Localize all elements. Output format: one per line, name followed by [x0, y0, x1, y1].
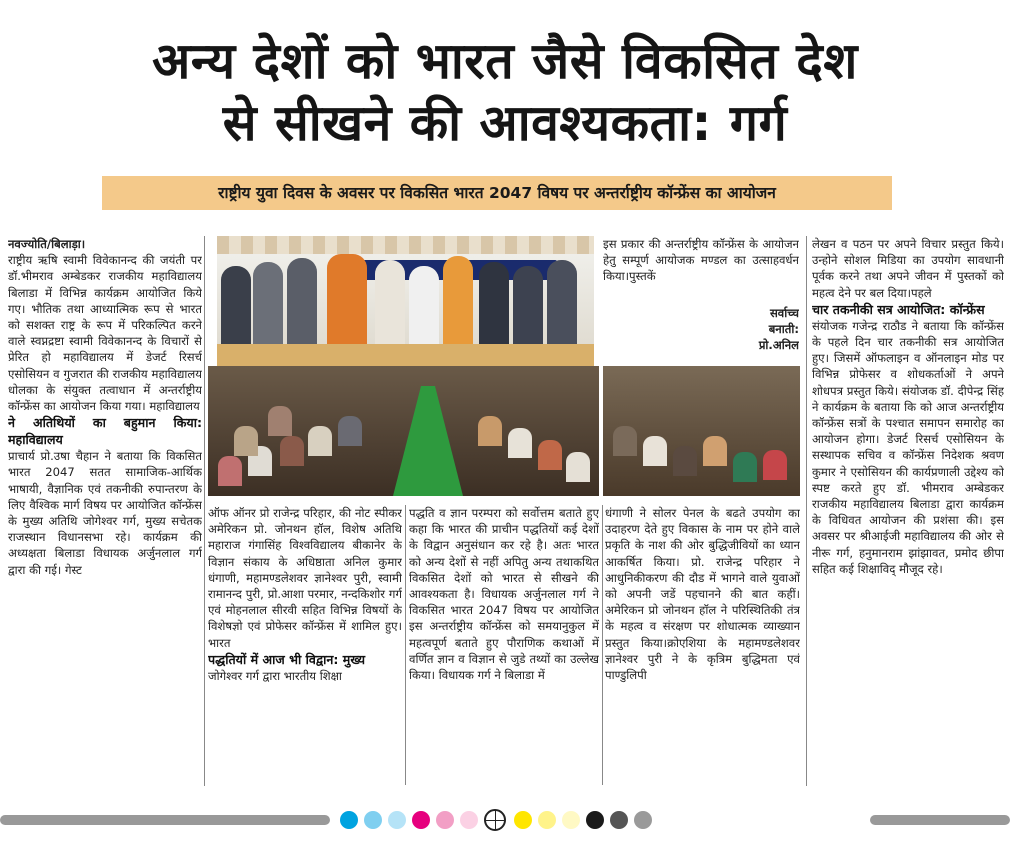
subheadline-banner: राष्ट्रीय युवा दिवस के अवसर पर विकसित भारत 2047 विषय पर अन्तर्राष्ट्रीय कॉन्फ्रेंस का आयोजन [102, 176, 892, 210]
article-column-4 [605, 505, 800, 785]
color-swatch [340, 811, 358, 829]
col5-paragraph: इस प्रकार की अन्तर्राष्ट्रीय कॉन्फ्रेंस के आयोजन हेतु सम्पूर्ण आयोजक मण्डल का उत्साहवर्धन किया।पुस्तकें [603, 237, 799, 284]
article-column-6 [812, 236, 1004, 786]
col3-paragraph: पद्धति व ज्ञान परम्परा को सर्वोत्तम बताते हुए कहा कि भारत की प्राचीन पद्धतियों कई देशों के विद्वान अनुसंधान कर रहे है। अतः भारत को अन्य देशों से नहीं अपितु अन्य तथाकथित विकसित देशों को भारत से सीखने की आवश्यकता है। विधायक अर्जुनलाल गर्ग ने विकसित भारत 2047 विषय पर आयोजित इस अन्तर्राष्ट्रीय कॉन्फ्रेंस को समयानुकुल में महत्वपूर्ण बताते हुए पौराणिक कथाओं में वर्णित ज्ञान व विज्ञान से जुडे तथ्यों का उल्लेख किया। विधायक गर्ग ने बिलाडा में [409, 506, 599, 683]
audience-photo [208, 366, 599, 496]
article-column-3 [409, 505, 599, 785]
col2-paragraph-1: ऑफ ऑनर प्रो राजेन्द्र परिहार, की नोट स्पीकर अमेरिकन प्रो. जोनथन हॉल, विशेष अतिथि महाराज गंगासिंह विश्वविद्यालय बीकानेर के विज्ञान संकाय के अधिष्ठाता अनिल कुमार धंगाणी, महामण्डलेशवर ज्ञानेश्वर पुरी, स्वामी रामानन्द पुरी, प्रो.आशा परमार, नन्दकिशोर गर्ग एवं मोहनलाल सीरवी सहित विभिन्न विषयों के विशेषज्ञो एवं प्रोफेसर कॉन्फ्रेंस में शामिल हुए।भारत [208, 506, 402, 650]
article-column-1 [8, 236, 202, 786]
article-column-2 [208, 505, 402, 785]
col5-line-1: सर्वाच्च [769, 305, 799, 320]
col1-subheading: ने अतिथियों का बहुमान किया: महाविद्यालय [8, 415, 202, 448]
headline-line-1: अन्य देशों को भारत जैसे विकसित देश [152, 32, 858, 90]
audience-member [478, 416, 502, 446]
col5-line-3: प्रो.अनिल [758, 338, 799, 353]
color-swatch [514, 811, 532, 829]
col2-paragraph-2: जोगेश्वर गर्ग द्वारा भारतीय शिक्षा [208, 668, 342, 683]
col1-paragraph-2: प्राचार्य प्रो.उषा चैहान ने बताया कि विकसित भारत 2047 सतत सामाजिक-आर्थिक भाषायी, वैज्ञानिक एवं तकनीकी रुपान्तरण के लिए वैश्विक मार्ग विषय पर आयोजित कॉन्फ्रेंस के मुख्य अतिथि जोगेश्वर गर्ग, मुख्य सचेतक राजस्थान विधानसभा रहे। कार्यक्रम की अध्यक्षता बिलाडा विधायक अर्जुनलाल गर्ग द्वारा की गई। गेस्ट [8, 449, 202, 577]
grey-strip [870, 815, 1010, 825]
audience-member [538, 440, 562, 470]
headline-line-2: से सीखने की आवश्यकता: गर्ग [222, 94, 788, 152]
audience-member [218, 456, 242, 486]
audience-member [280, 436, 304, 466]
audience-member [308, 426, 332, 456]
column-divider [405, 505, 406, 785]
col6-paragraph-1: लेखन व पठन पर अपने विचार प्रस्तुत किये। उन्होने सोशल मिडिया का उपयोग सावधानी पूर्वक करने तथा अपने जीवन में पुस्तकों को महत्व देने पर बल दिया।पहले [812, 237, 1004, 300]
registration-mark-icon [484, 809, 506, 831]
col5-line-2: बनाती: [768, 321, 799, 336]
print-color-bar [0, 805, 1010, 833]
stage-photo [217, 236, 594, 366]
color-swatch [562, 811, 580, 829]
color-swatch [634, 811, 652, 829]
col1-paragraph-1: राष्ट्रीय ऋषि स्वामी विवेकानन्द की जयंती पर डॉ.भीमराव अम्बेडकर राजकीय महाविद्यालय बिलाडा में विभिन्न कार्यक्रम आयोजित किये गए। भौतिक तथा आध्यात्मिक रूप से भारत को सशक्त राष्ट्र के रूप में परिकल्पित करने वाले स्वप्नद्रष्टा स्वामी विवेकानन्द के विचारों से प्रेरित हो महाविद्यालय में डेजर्ट रिसर्च एसोसियन व गुजरात की राजकीय महाविद्यालय धोलका के संयुक्त तत्वाधान में अन्तर्राष्ट्रीय कॉन्फ्रेंस का आयोजन किया गया। महाविद्यालय [8, 253, 202, 414]
color-swatch [586, 811, 604, 829]
col2-subheading: पद्धतियों में आज भी विद्वान: मुख्य [208, 651, 366, 667]
audience-member [338, 416, 362, 446]
color-swatch [364, 811, 382, 829]
col6-paragraph-2: संयोजक गजेन्द्र राठौड ने बताया कि कॉन्फ्रेंस के पहले दिन चार तकनीकी सत्र आयोजित हुए। जिसमें ऑफलाइन व ऑनलाइन मोड पर विभिन्न प्रोफेसर व शोधकर्ताओं ने अपने शोधपत्र प्रस्तुत किये। संयोजक डॉ. दीपेन्द्र सिंह ने कार्यक्रम के बताया कि को आज अन्तर्राष्ट्रीय कॉन्फ्रेंस सत्रों के पश्चात समापन समारोह का आयोजन होगा। डेजर्ट रिसर्च एसोसियन के सस्थापक सचिव व कॉन्फ्रेंस निदेशक श्रवण कुमार ने एसोसियन की कार्यप्रणाली उद्देश्य को स्पष्ट करते हुए डॉ. भीमराव अम्बेडकर राजकीय महाविद्यालय बिलाडा द्वारा कार्यक्रम के विधिवत आयोजन की प्रशंसा की। इस अवसर पर श्रीआईजी महाविद्यालय की ओर से नीरू गर्ग, हनुमानराम झांझावत, प्रमोद छीपा सहित कई शिक्षाविद् मौजूद रहे। [812, 318, 1004, 576]
color-swatch [436, 811, 454, 829]
color-swatch [460, 811, 478, 829]
column-divider [602, 505, 603, 785]
headline [0, 30, 1010, 154]
dateline: नवज्योति/बिलाड़ा। [8, 237, 86, 251]
color-swatch [610, 811, 628, 829]
color-swatch [388, 811, 406, 829]
article-column-5 [603, 236, 799, 498]
green-carpet [393, 386, 463, 496]
column-divider [806, 236, 807, 786]
grey-strip [0, 815, 330, 825]
col6-subheading: चार तकनीकी सत्र आयोजित: कॉन्फ्रेंस [812, 301, 985, 317]
audience-member [234, 426, 258, 456]
column-divider [204, 236, 205, 786]
color-swatch [538, 811, 556, 829]
flower-garland [217, 236, 594, 254]
audience-member [268, 406, 292, 436]
audience-member [508, 428, 532, 458]
color-swatch [412, 811, 430, 829]
stage-table [217, 344, 594, 366]
audience-member [566, 452, 590, 482]
col4-paragraph: धंगाणी ने सोलर पेनल के बढते उपयोग का उदाहरण देते हुए विकास के नाम पर होने वाले प्रकृति के नाश की ओर बुद्धिजीवियों का ध्यान आकर्षित किया। प्रो. राजेन्द्र परिहार ने आधुनिकीकरण की दौड में भागने वाले युवाओं को अपनी जडें पहचानने की बात कहीं। अमेरिकन प्रो जोनथन हॉल ने परिस्थितिकी तंत्र के महत्व व संरक्षण पर शोधात्मक व्याख्यान प्रस्तुत किया।क्रोएशिया के महामण्डलेशवर ज्ञानेश्वर पुरी ने के कृत्रिम बुद्धिमता एवं पाण्डुलिपी [605, 506, 800, 683]
